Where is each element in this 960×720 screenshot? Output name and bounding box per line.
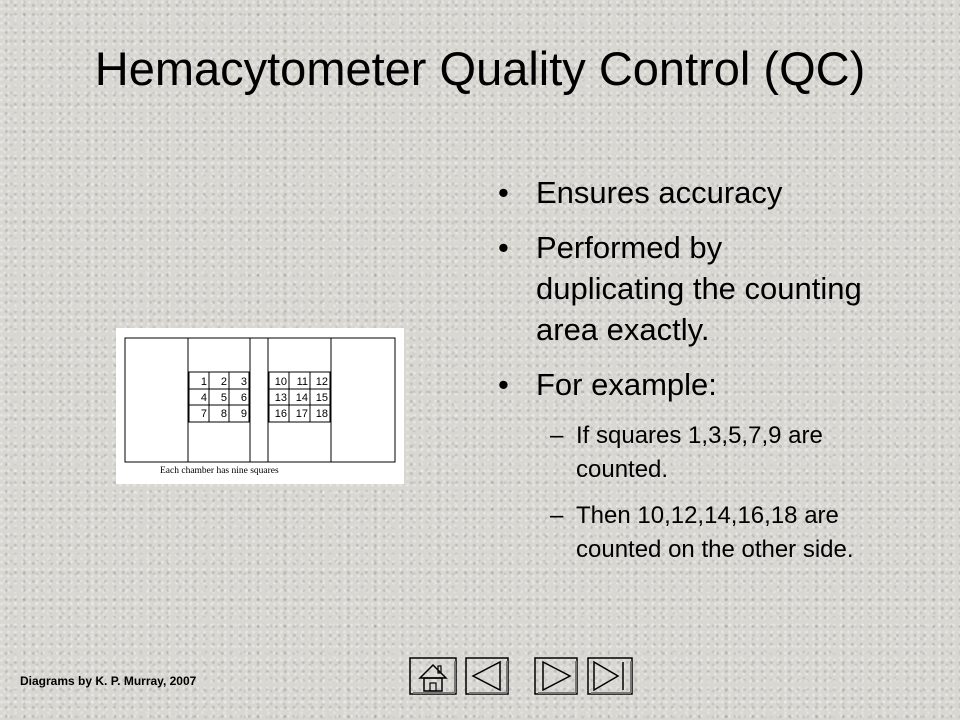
square-number: 14 <box>295 392 308 404</box>
previous-slide-button[interactable] <box>464 656 510 696</box>
square-number: 4 <box>200 392 207 404</box>
last-slide-button[interactable] <box>586 656 634 696</box>
sub-bullet-dash: – <box>550 422 564 449</box>
hemacytometer-diagram <box>116 328 404 484</box>
bullet-text: Performed by duplicating the counting area exactly. <box>536 230 862 347</box>
credit-text: Diagrams by K. P. Murray, 2007 <box>20 674 197 688</box>
slide-title: Hemacytometer Quality Control (QC) <box>94 42 866 95</box>
square-number: 9 <box>240 408 247 420</box>
previous-slide-icon <box>464 656 510 696</box>
square-number: 11 <box>296 376 308 388</box>
home-icon <box>408 656 458 696</box>
square-number: 5 <box>220 392 227 404</box>
last-slide-icon <box>586 656 634 696</box>
square-number: 13 <box>274 392 287 404</box>
square-number: 2 <box>220 376 227 388</box>
square-number: 16 <box>274 408 287 420</box>
square-number: 7 <box>200 408 207 420</box>
square-number: 3 <box>240 376 247 388</box>
bullet-text: Ensures accuracy <box>536 175 783 210</box>
square-number: 17 <box>295 408 308 420</box>
square-number: 18 <box>315 408 328 420</box>
bullet-item <box>498 172 918 213</box>
sub-bullet-item <box>498 419 876 487</box>
sub-bullet-text: Then 10,12,14,16,18 are counted on the other side. <box>576 502 854 563</box>
square-number: 1 <box>200 376 207 388</box>
home-button[interactable] <box>408 656 458 696</box>
bullet-item <box>498 364 918 405</box>
sub-bullet-dash: – <box>550 502 564 529</box>
bullet-dot: • <box>498 367 509 402</box>
square-number: 12 <box>315 376 328 388</box>
square-number: 10 <box>274 376 287 388</box>
diagram-caption: Each chamber has nine squares <box>160 466 279 476</box>
sub-bullet-item <box>498 499 886 567</box>
bullet-dot: • <box>498 230 509 265</box>
bullet-dot: • <box>498 175 509 210</box>
bullet-list <box>498 172 918 579</box>
bullet-text: For example: <box>536 367 717 402</box>
hemacytometer-grid <box>116 328 404 484</box>
square-number: 15 <box>315 392 328 404</box>
sub-bullet-text: If squares 1,3,5,7,9 are counted. <box>576 422 823 483</box>
bullet-item <box>498 227 876 350</box>
next-slide-icon <box>533 656 579 696</box>
square-number: 8 <box>220 408 227 420</box>
next-slide-button[interactable] <box>533 656 579 696</box>
square-number: 6 <box>240 392 247 404</box>
